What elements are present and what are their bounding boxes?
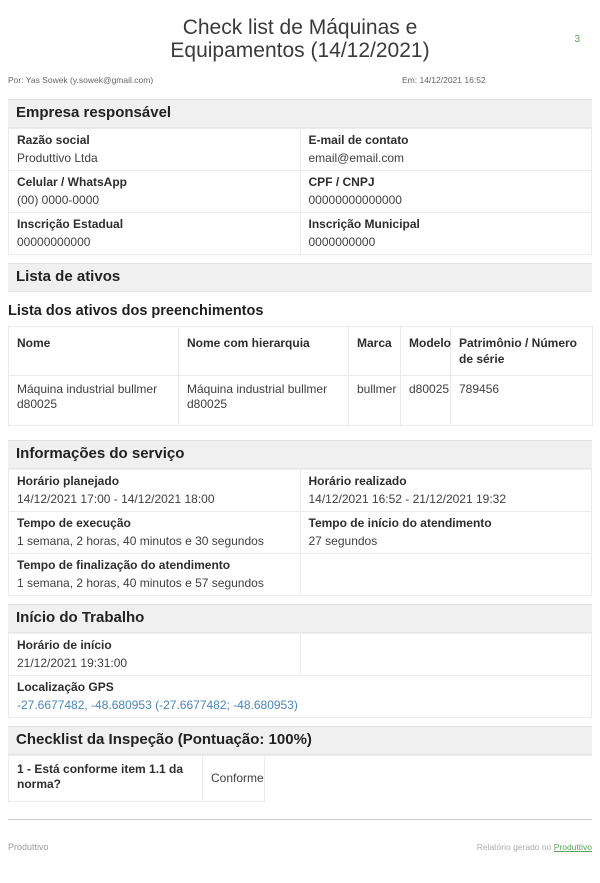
field-value: 00000000000000 [308, 193, 402, 207]
field-horario-realizado [300, 470, 592, 512]
table-row [9, 171, 592, 213]
field-value: 14/12/2021 16:52 - 21/12/2021 19:32 [308, 492, 507, 506]
field-label: Localização GPS [17, 680, 114, 694]
table-row [9, 470, 592, 512]
cell-marca: bullmer [349, 376, 401, 426]
empty-cell [300, 634, 592, 676]
column-header-modelo: Modelo [401, 327, 451, 376]
servico-table [8, 469, 592, 596]
field-value: 21/12/2021 19:31:00 [17, 656, 128, 670]
cell-modelo: d80025 [401, 376, 451, 426]
field-label: Tempo de execução [17, 516, 131, 530]
byline [8, 75, 592, 86]
cell-nome-hierarquia: Máquina industrial bullmer d80025 [179, 376, 349, 426]
page-footer [8, 819, 592, 852]
column-header-marca: Marca [349, 327, 401, 376]
field-value: (00) 0000-0000 [17, 193, 100, 207]
table-row [9, 554, 592, 596]
gps-coordinates-link[interactable]: -27.6677482, -48.680953 (-27.6677482; -48.680953) [17, 698, 298, 712]
field-value: 1 semana, 2 horas, 40 minutos e 57 segundos [17, 576, 264, 590]
table-row [9, 376, 593, 426]
checklist-question: 1 - Está conforme item 1.1 da norma? [9, 756, 203, 802]
field-horario-planejado [9, 470, 301, 512]
field-value: 14/12/2021 17:00 - 14/12/2021 18:00 [17, 492, 215, 506]
subsection-title-ativos: Lista dos ativos dos preenchimentos [8, 303, 264, 319]
table-row [9, 756, 593, 802]
field-inscricao-municipal [300, 213, 592, 255]
field-cpf-cnpj [300, 171, 592, 213]
footer-brand: Produttivo [8, 842, 49, 852]
field-celular-whatsapp [9, 171, 301, 213]
column-header-nome: Nome [9, 327, 179, 376]
checklist-answer: Conforme [203, 756, 265, 802]
column-header-patrimonio: Patrimônio / Número de série [451, 327, 593, 376]
field-value: email@email.com [308, 151, 405, 165]
inicio-table [8, 633, 592, 718]
page-number: 3 [574, 34, 580, 45]
field-value: 00000000000 [17, 235, 91, 249]
section-header-inicio-trabalho: Início do Trabalho [8, 604, 592, 633]
field-label: Razão social [17, 133, 90, 147]
table-header-row [9, 327, 593, 376]
table-row [9, 213, 592, 255]
field-label: Tempo de início do atendimento [308, 516, 492, 530]
field-label: Horário realizado [308, 474, 407, 488]
produttivo-link[interactable]: Produttivo [553, 842, 592, 852]
field-label: CPF / CNPJ [308, 175, 375, 189]
field-label: Horário planejado [17, 474, 120, 488]
field-localizacao-gps [9, 676, 592, 718]
field-inscricao-estadual [9, 213, 301, 255]
field-value: 27 segundos [308, 534, 378, 548]
cell-patrimonio: 789456 [451, 376, 593, 426]
author-line: Por: Yas Sowek (y.sowek@gmail.com) [8, 75, 154, 85]
field-label: E-mail de contato [308, 133, 409, 147]
page-title: Check list de Máquinas e Equipamentos (14/12/2021) [170, 16, 430, 62]
field-razao-social [9, 129, 301, 171]
empty-cell [265, 756, 593, 802]
field-value: Produttivo Ltda [17, 151, 98, 165]
field-email-contato [300, 129, 592, 171]
field-label: Inscrição Municipal [308, 217, 420, 231]
footer-generated-prefix: Relatório gerado no [476, 842, 554, 852]
field-value: 0000000000 [308, 235, 376, 249]
table-row [9, 512, 592, 554]
field-tempo-execucao [9, 512, 301, 554]
ativos-table [8, 326, 593, 426]
empresa-table [8, 128, 592, 255]
table-row [9, 634, 592, 676]
report-page [0, 16, 600, 802]
field-tempo-finalizacao [9, 554, 301, 596]
section-header-empresa: Empresa responsável [8, 99, 592, 128]
field-label: Horário de início [17, 638, 112, 652]
field-label: Inscrição Estadual [17, 217, 124, 231]
field-label: Tempo de finalização do atendimento [17, 558, 231, 572]
field-tempo-inicio-atendimento [300, 512, 592, 554]
field-label: Celular / WhatsApp [17, 175, 128, 189]
footer-divider [8, 819, 592, 820]
footer-generated-note [477, 842, 592, 852]
section-header-servico: Informações do serviço [8, 440, 592, 469]
generated-at-line: Em: 14/12/2021 16:52 [402, 75, 486, 85]
empty-cell [300, 554, 592, 596]
section-header-lista-ativos: Lista de ativos [8, 263, 592, 292]
checklist-table [8, 755, 592, 802]
table-row [9, 129, 592, 171]
field-horario-inicio [9, 634, 301, 676]
cell-nome: Máquina industrial bullmer d80025 [9, 376, 179, 426]
field-value: 1 semana, 2 horas, 40 minutos e 30 segundos [17, 534, 264, 548]
section-header-checklist: Checklist da Inspeção (Pontuação: 100%) [8, 726, 592, 755]
column-header-nome-hierarquia: Nome com hierarquia [179, 327, 349, 376]
table-row [9, 676, 592, 718]
